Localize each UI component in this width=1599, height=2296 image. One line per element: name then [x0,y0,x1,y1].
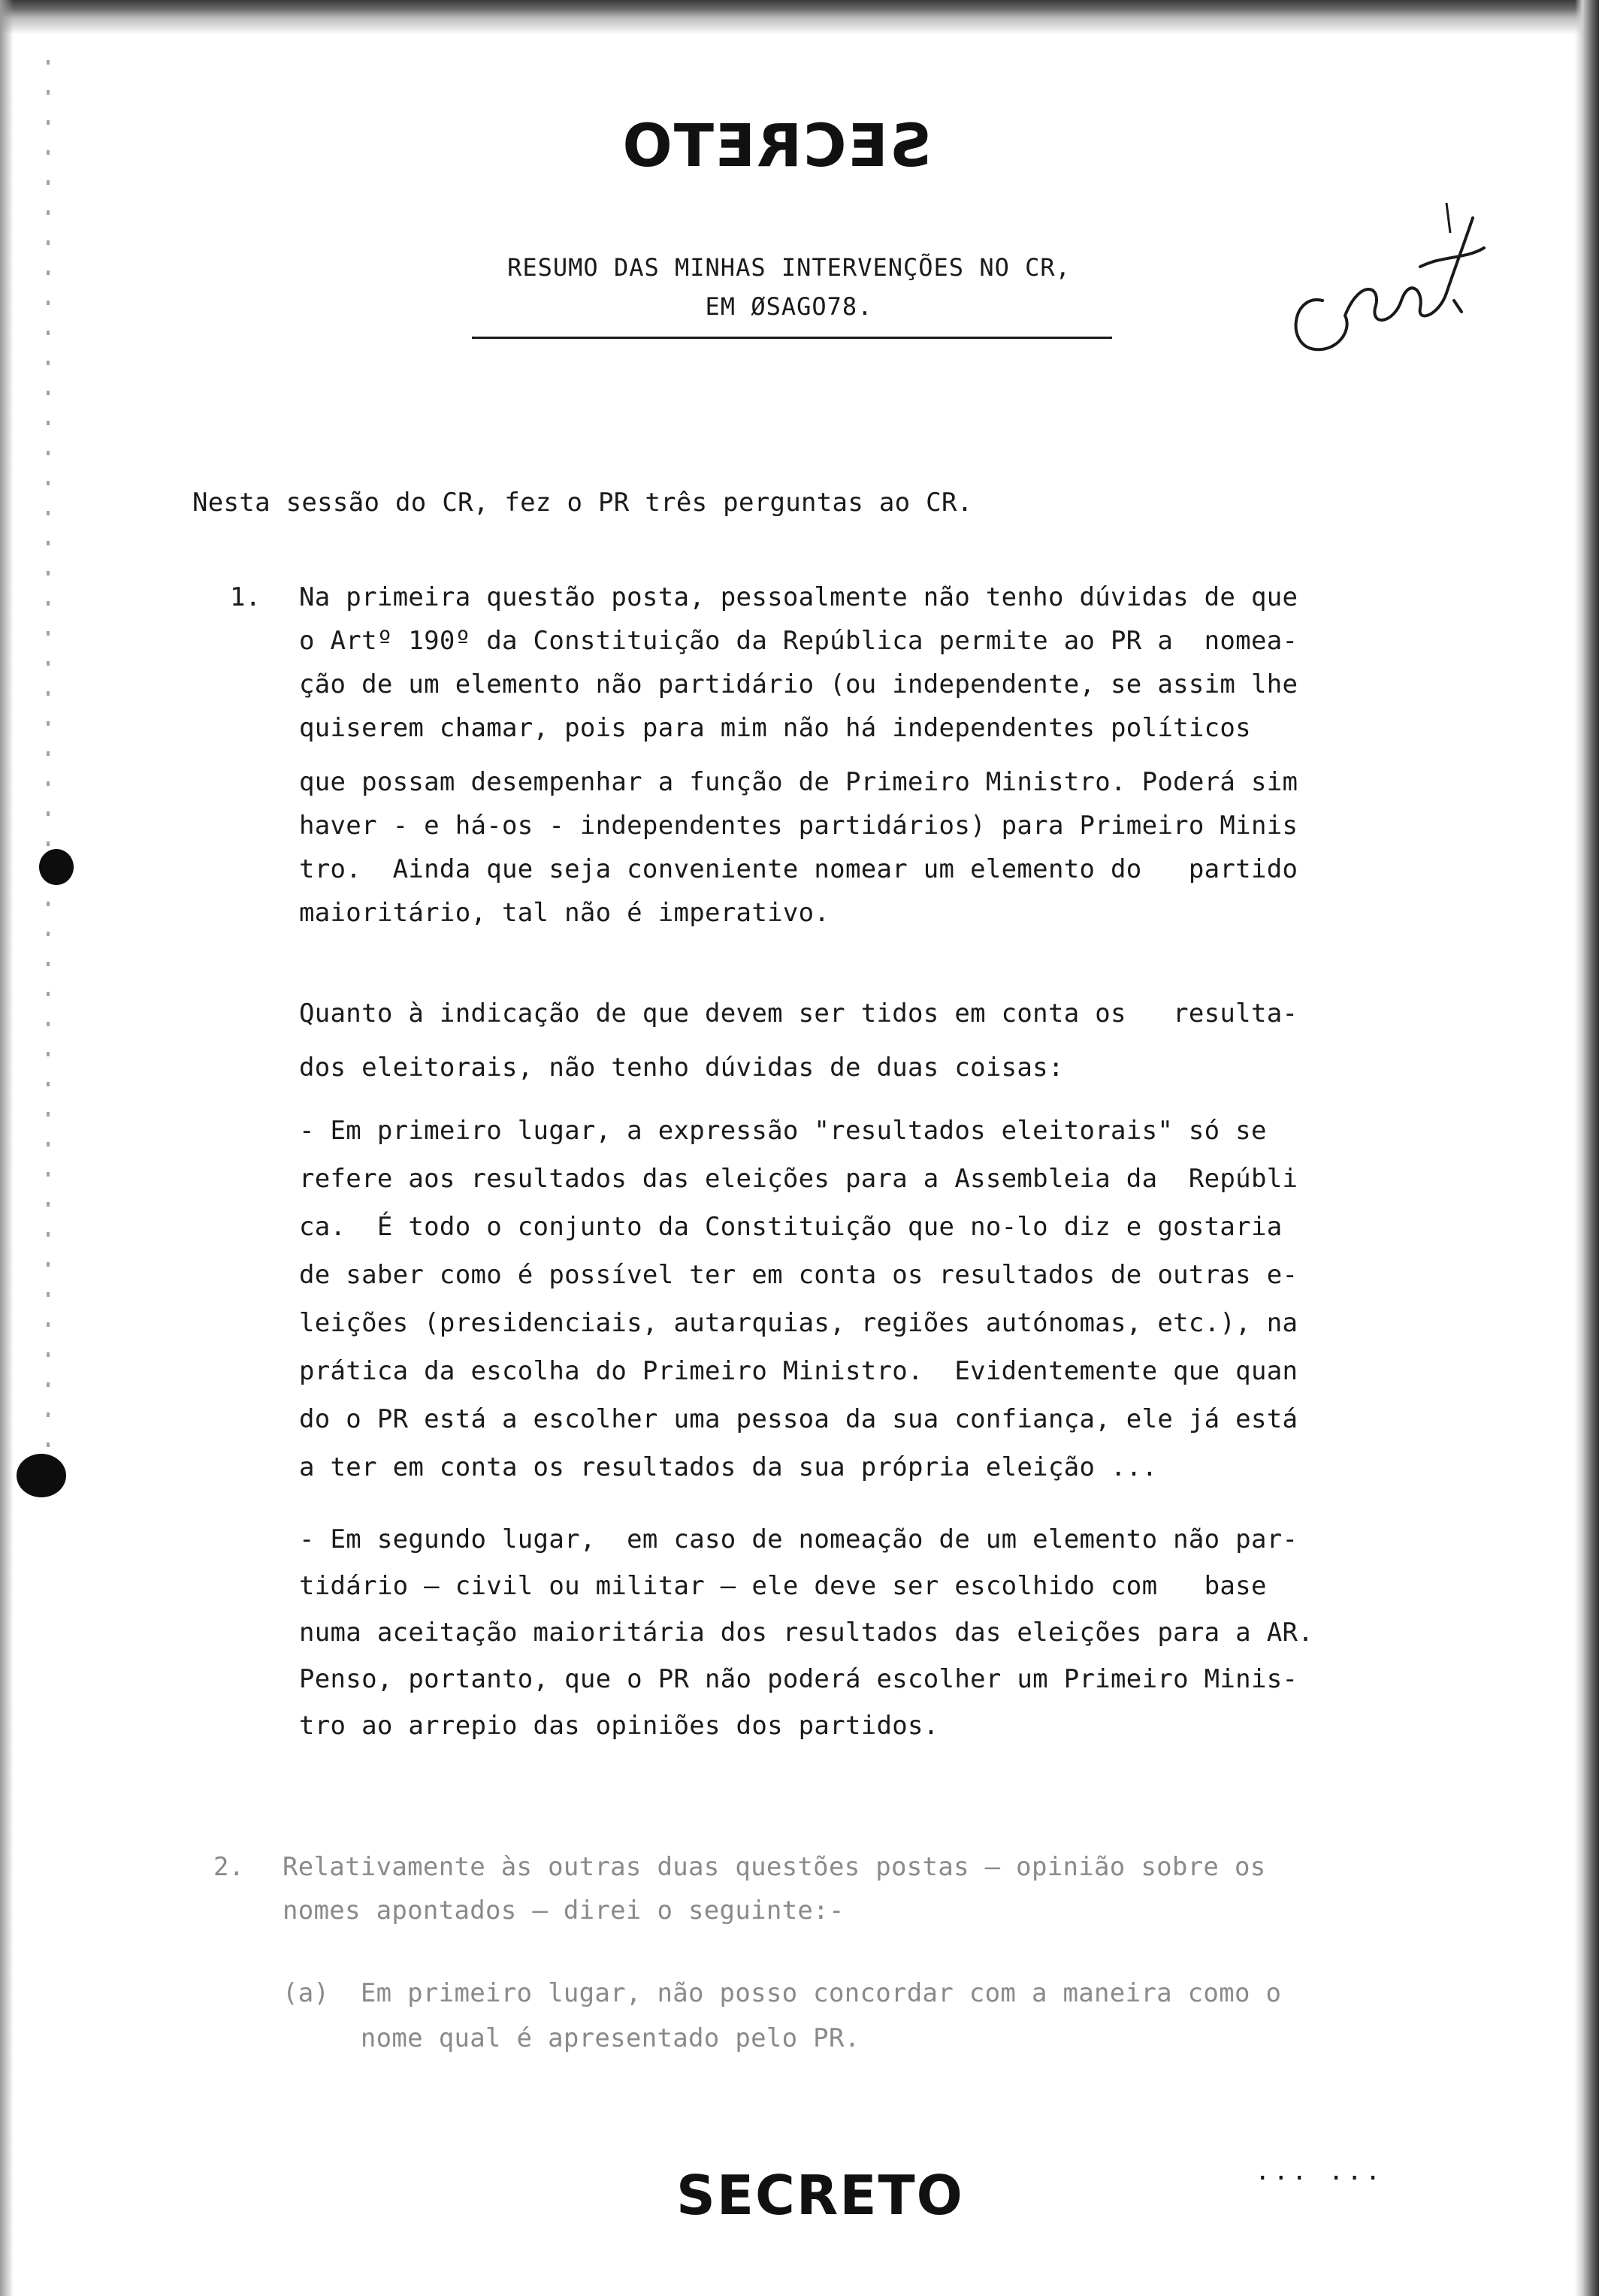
text-line: que possam desempenhar a função de Primeiro Ministro. Poderá sim [299,767,1298,797]
text-line: Relativamente às outras duas questões postas — opinião sobre os [283,1852,1266,1882]
title-underline [472,337,1112,339]
text-line: leições (presidenciais, autarquias, regiões autónomas, etc.), na [299,1308,1298,1338]
title-line-1: RESUMO DAS MINHAS INTERVENÇÕES NO CR, [507,253,1071,282]
classification-stamp-top: SECRETO [621,113,932,180]
text-line: prática da escolha do Primeiro Ministro. Evidentemente que quan [299,1356,1298,1386]
text-line: Quanto à indicação de que devem ser tidos em conta os resulta- [299,998,1298,1029]
scan-edge-top [0,0,1599,35]
punch-hole [17,1454,66,1497]
title-line-2: EM ØSAGO78. [705,292,873,321]
text-line: Na primeira questão posta, pessoalmente não tenho dúvidas de que [299,582,1298,612]
text-line: - Em segundo lugar, em caso de nomeação de um elemento não par- [299,1524,1298,1554]
classification-stamp-bottom: SECRETO [676,2164,964,2227]
text-line: a ter em conta os resultados da sua própria eleição ... [299,1452,1158,1482]
scan-edge-right [1575,0,1599,2296]
punch-hole [39,849,74,885]
text-line: tro. Ainda que seja conveniente nomear um elemento do partido [299,854,1298,884]
scan-margin-specks [47,60,50,1450]
text-line: numa aceitação maioritária dos resultados das eleições para a AR. [299,1618,1314,1648]
document-title [451,248,1127,326]
text-line: do o PR está a escolher uma pessoa da sua confiança, ele já está [299,1404,1298,1434]
text-line: maioritário, tal não é imperativo. [299,898,830,928]
text-line: nomes apontados — direi o seguinte:- [283,1896,845,1926]
text-line: tro ao arrepio das opiniões dos partidos. [299,1711,939,1741]
page-continuation: ... ... [1255,2156,1384,2186]
handwritten-signature [1270,188,1495,376]
text-line: dos eleitorais, não tenho dúvidas de duas coisas: [299,1053,1064,1083]
text-line: nome qual é apresentado pelo PR. [283,2023,860,2053]
text-line: quiserem chamar, pois para mim não há independentes políticos [299,713,1251,743]
text-line: o Artº 190º da Constituição da República permite ao PR a nomea- [299,626,1298,656]
text-line: refere aos resultados das eleições para a Assembleia da Repúbli [299,1164,1298,1194]
text-line: haver - e há-os - independentes partidários) para Primeiro Minis [299,811,1298,841]
text-line: tidário — civil ou militar — ele deve ser escolhido com base [299,1571,1267,1601]
section-number: 2. [213,1852,244,1882]
section-number: 1. [230,582,261,612]
text-line: - Em primeiro lugar, a expressão "resultados eleitorais" só se [299,1116,1267,1146]
text-line: Penso, portanto, que o PR não poderá escolher um Primeiro Minis- [299,1664,1298,1694]
text-line: ção de um elemento não partidário (ou independente, se assim lhe [299,669,1298,699]
scan-edge-left [0,0,14,2296]
text-line: de saber como é possível ter em conta os resultados de outras e- [299,1260,1298,1290]
intro-paragraph: Nesta sessão do CR, fez o PR três perguntas ao CR. [192,488,973,518]
text-line: (a) Em primeiro lugar, não posso concordar com a maneira como o [283,1978,1282,2008]
text-line: ca. É todo o conjunto da Constituição que no-lo diz e gostaria [299,1212,1283,1242]
